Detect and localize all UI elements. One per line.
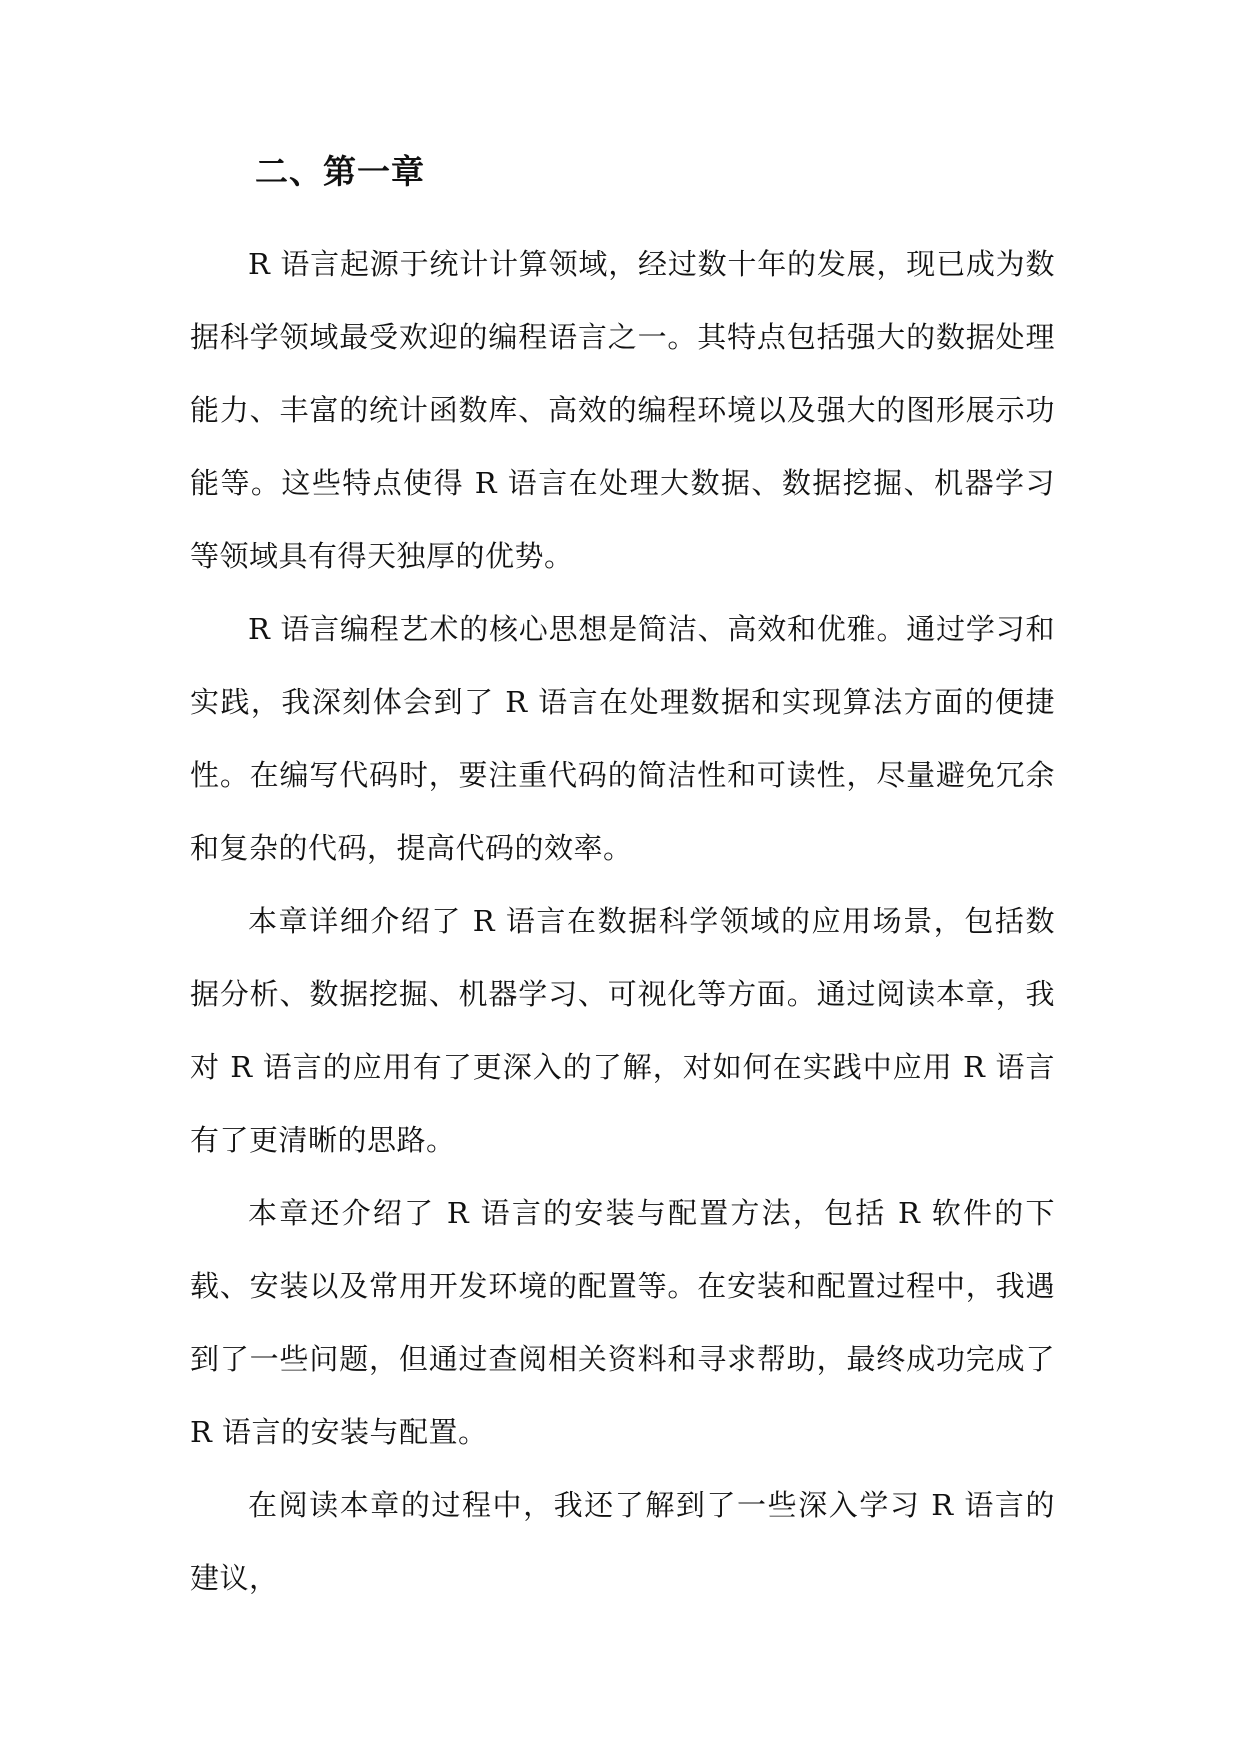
paragraph-4: 本章还介绍了 R 语言的安装与配置方法，包括 R 软件的下载、安装以及常用开发环境的配置等。在安装和配置过程中，我遇到了一些问题，但通过查阅相关资料和寻求帮助，最终成功完成了 R 语言的安装与配置。 [190,1196,1055,1449]
paragraph-2: R 语言编程艺术的核心思想是简洁、高效和优雅。通过学习和实践，我深刻体会到了 R 语言在处理数据和实现算法方面的便捷性。在编写代码时，要注重代码的简洁性和可读性，尽量避免冗余和复杂的代码，提高代码的效率。 [190,612,1055,865]
chapter-heading: 二、第一章 [255,152,425,191]
body-text [190,228,1055,1615]
paragraph-3: 本章详细介绍了 R 语言在数据科学领域的应用场景，包括数据分析、数据挖掘、机器学习、可视化等方面。通过阅读本章，我对 R 语言的应用有了更深入的了解，对如何在实践中应用 R 语言有了更清晰的思路。 [190,904,1055,1157]
paragraph-1: R 语言起源于统计计算领域，经过数十年的发展，现已成为数据科学领域最受欢迎的编程语言之一。其特点包括强大的数据处理能力、丰富的统计函数库、高效的编程环境以及强大的图形展示功能等。这些特点使得 R 语言在处理大数据、数据挖掘、机器学习等领域具有得天独厚的优势。 [190,247,1055,573]
paragraph-5: 在阅读本章的过程中，我还了解到了一些深入学习 R 语言的建议， [190,1488,1055,1595]
